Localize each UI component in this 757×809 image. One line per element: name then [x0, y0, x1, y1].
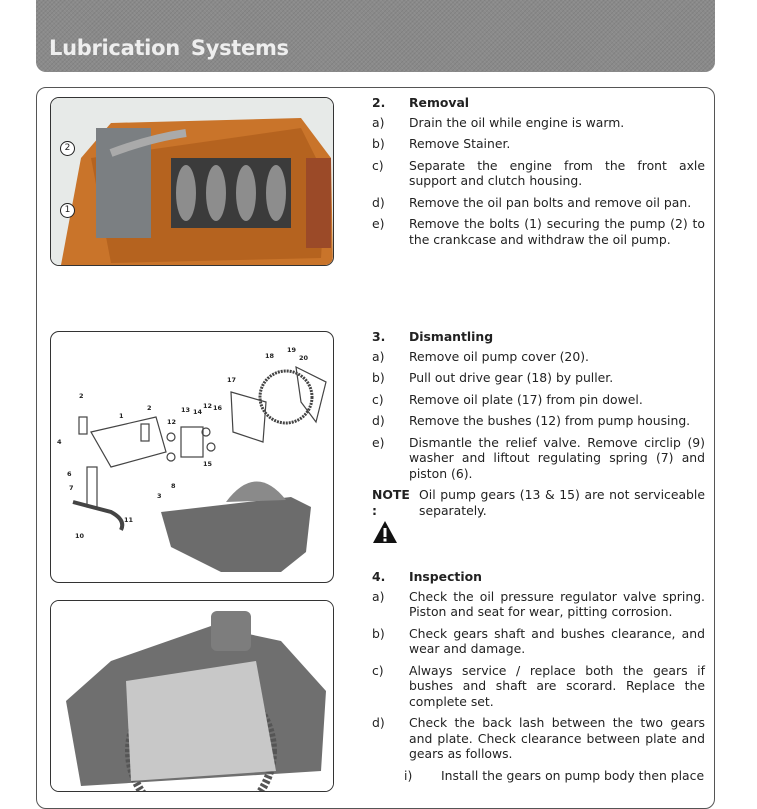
item-marker: a) [372, 114, 385, 130]
engine-photo-image [51, 98, 333, 265]
item-text: Check gears shaft and bushes clearance, and wear and damage. [409, 625, 705, 656]
section-inspection [372, 569, 705, 783]
note-text: Oil pump gears (13 & 15) are not serviceable separately. [419, 487, 705, 518]
part-label: 15 [203, 460, 213, 468]
engine-oil-pump-photo [50, 97, 334, 266]
subitem-marker: i) [404, 767, 413, 783]
section-title: Dismantling [409, 329, 494, 344]
section-title: Removal [409, 95, 470, 110]
item-marker: b) [372, 370, 385, 385]
section-number: 2. [372, 95, 386, 110]
part-label: 1 [119, 412, 124, 420]
item-text: Check the back lash between the two gears and plate. Check clearance between plate and gears as follows. [409, 715, 705, 761]
part-label: 4 [57, 438, 62, 446]
item-marker: b) [372, 625, 385, 641]
item-marker: c) [372, 662, 384, 678]
item-text: Remove oil pump cover (20). [409, 348, 589, 364]
part-label: 2 [79, 392, 84, 400]
part-label: 8 [171, 482, 176, 490]
page-header [36, 0, 715, 72]
item-marker: d) [372, 715, 385, 730]
pump-photo-image [51, 601, 333, 791]
item-text: Dismantle the relief valve. Remove circlip (9) washer and liftout regulating spring (7) and piston (6). [409, 434, 705, 481]
warning-icon [372, 520, 398, 544]
item-marker: e) [372, 434, 385, 450]
item-marker: d) [372, 413, 385, 428]
section-dismantling [372, 329, 705, 548]
item-marker: e) [372, 216, 385, 231]
item-text: Always service / replace both the gears if bushes and shaft are scorard. Replace the complete set. [409, 662, 705, 709]
note-block [372, 487, 705, 548]
item-text: Pull out drive gear (18) by puller. [409, 370, 614, 385]
part-label: 18 [265, 352, 275, 360]
callout-1: 1 [60, 203, 75, 218]
part-label: 19 [287, 346, 297, 354]
part-label: 6 [67, 470, 72, 478]
part-label: 3 [157, 492, 162, 500]
part-label: 16 [213, 404, 223, 412]
part-label: 2 [147, 404, 152, 412]
part-label: 17 [227, 376, 237, 384]
part-label: 10 [75, 532, 85, 540]
item-marker: c) [372, 391, 384, 407]
callout-2: 2 [60, 141, 75, 156]
part-label: 11 [124, 516, 134, 524]
item-marker: b) [372, 136, 385, 151]
section-number: 4. [372, 569, 386, 584]
item-marker: a) [372, 588, 385, 604]
part-label: 13 [181, 406, 191, 414]
item-marker: a) [372, 348, 385, 364]
item-text: Remove Stainer. [409, 136, 511, 151]
item-marker: c) [372, 157, 384, 173]
section-title: Inspection [409, 569, 482, 584]
note-label: NOTE : [372, 487, 410, 518]
exploded-view-drawing [51, 332, 333, 582]
item-text: Remove the bushes (12) from pump housing. [409, 413, 691, 428]
oil-pump-photo [50, 600, 334, 792]
item-text: Remove oil plate (17) from pin dowel. [409, 391, 643, 407]
part-label: 7 [69, 484, 74, 492]
item-marker: d) [372, 194, 385, 210]
subitem-text: Install the gears on pump body then place [441, 767, 705, 783]
item-text: Remove the bolts (1) securing the pump (2) to the crankcase and withdraw the oil pump. [409, 216, 705, 247]
part-label: 12 [167, 418, 177, 426]
section-number: 3. [372, 329, 386, 344]
section-removal [372, 95, 705, 253]
item-text: Drain the oil while engine is warm. [409, 114, 625, 130]
oil-pump-exploded-diagram [50, 331, 334, 583]
part-label: 20 [299, 354, 309, 362]
part-label: 12 [203, 402, 213, 410]
item-text: Remove the oil pan bolts and remove oil pan. [409, 194, 692, 210]
page-title: Lubrication Systems [49, 36, 289, 60]
item-text: Check the oil pressure regulator valve spring. Piston and seat for wear, pitting corrosion. [409, 588, 705, 619]
part-label: 14 [193, 408, 203, 416]
item-text: Separate the engine from the front axle support and clutch housing. [409, 157, 705, 188]
